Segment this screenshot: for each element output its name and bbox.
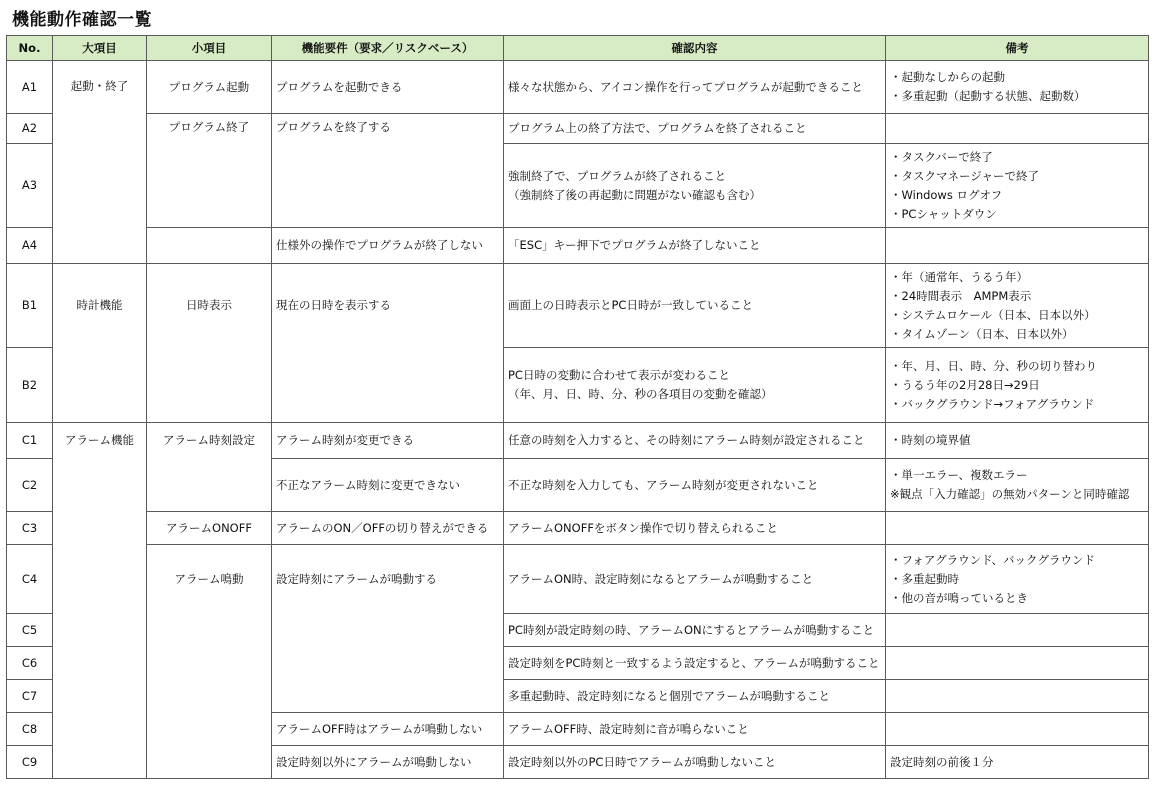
table-row bbox=[7, 423, 1149, 459]
check-content bbox=[504, 144, 886, 228]
check-content bbox=[504, 114, 886, 144]
note-line: ・タスクバーで終了 bbox=[890, 149, 993, 164]
header-no: No. bbox=[7, 36, 53, 61]
requirement: 設定時刻以外にアラームが鳴動しない bbox=[272, 746, 504, 779]
row-no: C3 bbox=[7, 512, 53, 545]
major-item: 時計機能 bbox=[53, 264, 147, 423]
check-content bbox=[504, 61, 886, 114]
note-line: ・タスクマネージャーで終了 bbox=[890, 168, 1040, 183]
header-notes: 備考 bbox=[886, 36, 1149, 61]
note-line: ・単一エラー、複数エラー bbox=[890, 468, 1028, 482]
note-line: ・多重起動時 bbox=[890, 571, 959, 586]
note-line: ・多重起動（起動する状態、起動数） bbox=[890, 89, 1086, 103]
notes bbox=[886, 423, 1149, 459]
check-line: 「ESC」キー押下でプログラムが終了しないこと bbox=[508, 238, 761, 252]
page-title: 機能動作確認一覧 bbox=[12, 10, 152, 30]
minor-item bbox=[147, 228, 272, 264]
major-item: 起動・終了 bbox=[53, 61, 147, 264]
note-line: ・年（通常年、うるう年） bbox=[890, 269, 1028, 284]
row-no: C4 bbox=[7, 545, 53, 614]
requirement: プログラムを終了する bbox=[272, 114, 504, 228]
check-content bbox=[504, 680, 886, 713]
check-content bbox=[504, 264, 886, 348]
check-line: 画面上の日時表示とPC日時が一致していること bbox=[508, 298, 753, 312]
check-line: 設定時刻以外のPC日時でアラームが鳴動しないこと bbox=[508, 754, 776, 769]
requirement: アラームOFF時はアラームが鳴動しない bbox=[272, 713, 504, 746]
header-minor: 小項目 bbox=[147, 36, 272, 61]
notes bbox=[886, 512, 1149, 545]
notes bbox=[886, 348, 1149, 423]
row-no: C7 bbox=[7, 680, 53, 713]
check-line: 設定時刻をPC時刻と一致するよう設定すると、アラームが鳴動すること bbox=[508, 655, 880, 670]
check-content bbox=[504, 545, 886, 614]
row-no: A4 bbox=[7, 228, 53, 264]
requirement: プログラムを起動できる bbox=[272, 61, 504, 114]
table-row bbox=[7, 545, 1149, 614]
check-line: 強制終了で、プログラムが終了されること bbox=[508, 168, 727, 183]
note-line: ・Windows ログオフ bbox=[890, 187, 1003, 202]
table-row bbox=[7, 228, 1149, 264]
check-line: 多重起動時、設定時刻になると個別でアラームが鳴動すること bbox=[508, 688, 830, 703]
notes bbox=[886, 144, 1149, 228]
check-line: アラームONOFFをボタン操作で切り替えられること bbox=[508, 520, 778, 535]
table-row bbox=[7, 114, 1149, 144]
note-line: ・バックグラウンド→フォアグラウンド bbox=[890, 396, 1095, 411]
note-line: ・フォアグラウンド、バックグラウンド bbox=[890, 552, 1096, 567]
header-row bbox=[7, 36, 1149, 61]
row-no: A3 bbox=[7, 144, 53, 228]
check-line: PC時刻が設定時刻の時、アラームONにするとアラームが鳴動すること bbox=[508, 622, 875, 637]
requirement: 設定時刻にアラームが鳴動する bbox=[272, 545, 504, 713]
note-line: ・年、月、日、時、分、秒の切り替わり bbox=[890, 358, 1097, 373]
minor-item: プログラム起動 bbox=[147, 61, 272, 114]
notes bbox=[886, 264, 1149, 348]
note-line: ・24時間表示 AMPM表示 bbox=[890, 288, 1032, 303]
check-content bbox=[504, 713, 886, 746]
row-no: A1 bbox=[7, 61, 53, 114]
check-content bbox=[504, 423, 886, 459]
requirement: 不正なアラーム時刻に変更できない bbox=[272, 459, 504, 512]
header-major: 大項目 bbox=[53, 36, 147, 61]
notes bbox=[886, 713, 1149, 746]
row-no: C2 bbox=[7, 459, 53, 512]
check-line: （強制終了後の再起動に問題がない確認も含む） bbox=[508, 187, 761, 202]
table-row bbox=[7, 61, 1149, 114]
requirement: 現在の日時を表示する bbox=[272, 264, 504, 423]
check-content bbox=[504, 614, 886, 647]
notes bbox=[886, 647, 1149, 680]
notes bbox=[886, 61, 1149, 114]
note-line: ・起動なしからの起動 bbox=[890, 70, 1005, 84]
notes bbox=[886, 680, 1149, 713]
row-no: C6 bbox=[7, 647, 53, 680]
row-no: C8 bbox=[7, 713, 53, 746]
check-line: 様々な状態から、アイコン操作を行ってプログラムが起動できること bbox=[508, 79, 863, 94]
note-line: ・時刻の境界値 bbox=[890, 433, 971, 447]
note-line: ・システムロケール（日本、日本以外） bbox=[890, 307, 1096, 322]
note-line: 設定時刻の前後１分 bbox=[890, 754, 994, 769]
check-line: アラームON時、設定時刻になるとアラームが鳴動すること bbox=[508, 571, 814, 586]
minor-item: アラーム鳴動 bbox=[147, 545, 272, 779]
check-content bbox=[504, 746, 886, 779]
check-line: アラームOFF時、設定時刻に音が鳴らないこと bbox=[508, 721, 749, 736]
check-content bbox=[504, 228, 886, 264]
minor-item: プログラム終了 bbox=[147, 114, 272, 228]
notes bbox=[886, 614, 1149, 647]
header-requirement: 機能要件（要求／リスクベース） bbox=[272, 36, 504, 61]
note-line: ・PCシャットダウン bbox=[890, 206, 997, 221]
note-line: ・タイムゾーン（日本、日本以外） bbox=[890, 326, 1074, 341]
check-line: プログラム上の終了方法で、プログラムを終了されること bbox=[508, 121, 807, 135]
row-no: A2 bbox=[7, 114, 53, 144]
minor-item: アラーム時刻設定 bbox=[147, 423, 272, 512]
notes bbox=[886, 228, 1149, 264]
check-content bbox=[504, 348, 886, 423]
notes bbox=[886, 459, 1149, 512]
function-check-table bbox=[6, 35, 1149, 779]
row-no: C1 bbox=[7, 423, 53, 459]
notes bbox=[886, 545, 1149, 614]
minor-item: アラームONOFF bbox=[147, 512, 272, 545]
check-content bbox=[504, 647, 886, 680]
table-row bbox=[7, 264, 1149, 348]
row-no: C5 bbox=[7, 614, 53, 647]
note-line: ※観点「入力確認」の無効パターンと同時確認 bbox=[890, 487, 1130, 501]
check-line: 不正な時刻を入力しても、アラーム時刻が変更されないこと bbox=[508, 477, 819, 492]
table-row bbox=[7, 512, 1149, 545]
row-no: B2 bbox=[7, 348, 53, 423]
check-line: （年、月、日、時、分、秒の各項目の変動を確認） bbox=[508, 387, 773, 401]
notes bbox=[886, 114, 1149, 144]
check-line: PC日時の変動に合わせて表示が変わること bbox=[508, 368, 730, 382]
minor-item: 日時表示 bbox=[147, 264, 272, 423]
note-line: ・うるう年の2月28日→29日 bbox=[890, 377, 1040, 392]
check-content bbox=[504, 459, 886, 512]
note-line: ・他の音が鳴っているとき bbox=[890, 590, 1028, 605]
header-check: 確認内容 bbox=[504, 36, 886, 61]
row-no: C9 bbox=[7, 746, 53, 779]
check-line: 任意の時刻を入力すると、その時刻にアラーム時刻が設定されること bbox=[508, 433, 865, 447]
major-item: アラーム機能 bbox=[53, 423, 147, 779]
row-no: B1 bbox=[7, 264, 53, 348]
check-content bbox=[504, 512, 886, 545]
requirement: 仕様外の操作でプログラムが終了しない bbox=[272, 228, 504, 264]
notes bbox=[886, 746, 1149, 779]
requirement: アラーム時刻が変更できる bbox=[272, 423, 504, 459]
requirement: アラームのON／OFFの切り替えができる bbox=[272, 512, 504, 545]
